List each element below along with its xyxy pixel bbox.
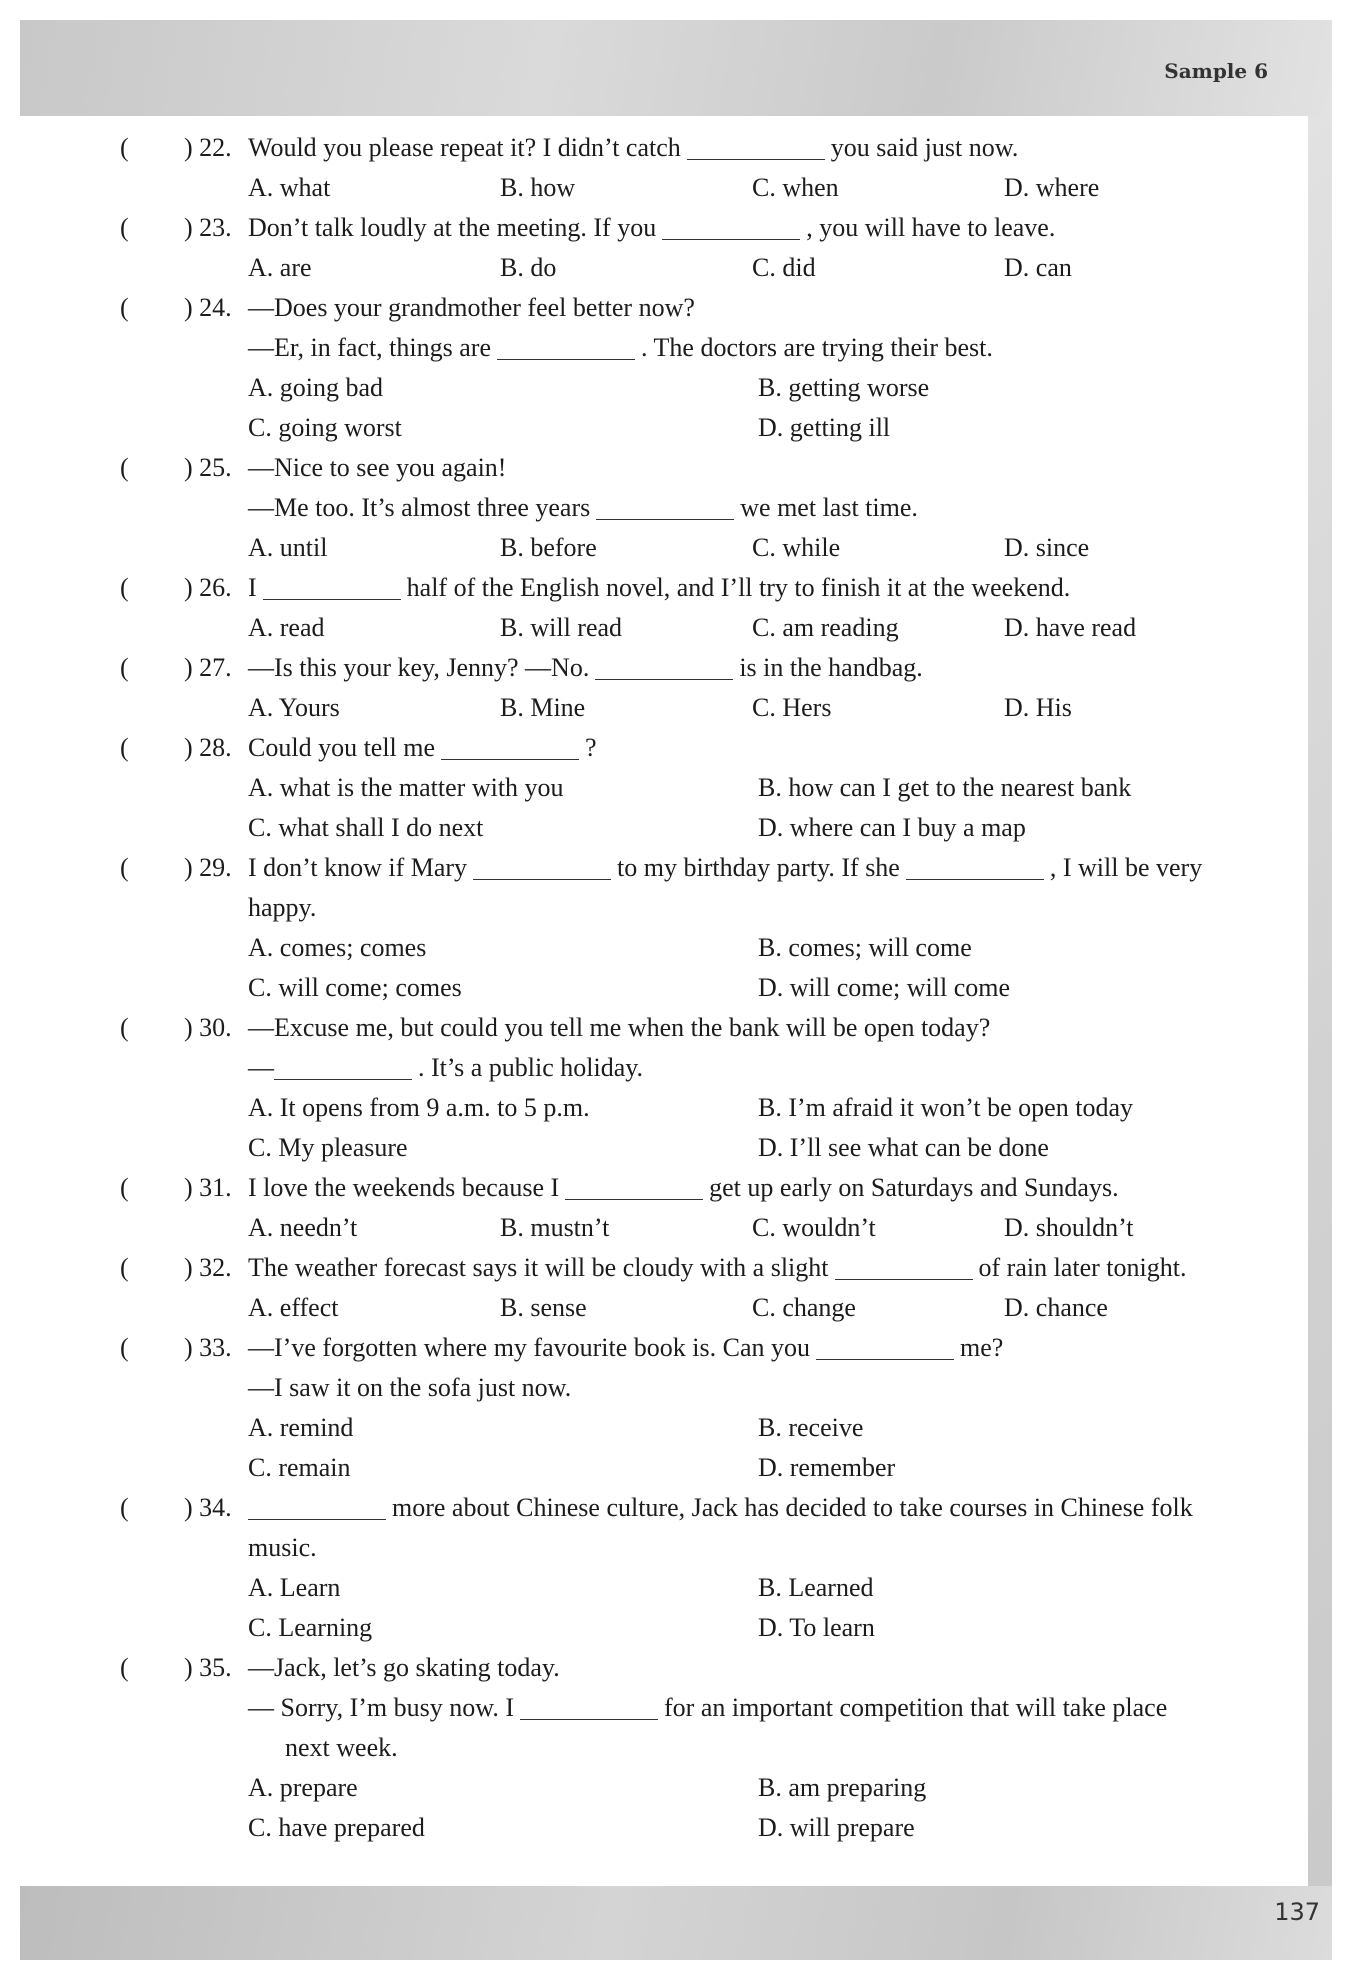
question-text: get up early on Saturdays and Sundays. [709,1173,1119,1202]
question-text: half of the English novel, and I’ll try to finish it at the weekend. [406,573,1071,602]
option-b[interactable]: B. how [500,173,576,202]
option-d[interactable]: D. shouldn’t [1004,1213,1134,1242]
option-c[interactable]: C. am reading [752,613,899,642]
question-30 [120,1008,1270,1168]
option-b[interactable]: B. Learned [758,1573,874,1602]
question-34 [120,1488,1270,1648]
answer-blank[interactable] [565,1173,703,1200]
option-d[interactable]: D. have read [1004,613,1137,642]
answer-blank[interactable] [520,1693,658,1720]
answer-bracket[interactable]: ( [120,1493,129,1522]
answer-blank[interactable] [263,573,401,600]
answer-bracket[interactable]: ( [120,1653,129,1682]
page-number: 137 [1274,1898,1320,1926]
sample-title: Sample 6 [1164,59,1268,83]
option-a[interactable]: A. Yours [248,693,340,722]
option-a[interactable]: A. going bad [248,373,384,402]
question-text: , I will be very [1049,853,1203,882]
question-text: happy. [248,893,317,922]
option-d[interactable]: D. chance [1004,1293,1108,1322]
option-a[interactable]: A. are [248,253,312,282]
option-a[interactable]: A. comes; comes [248,933,427,962]
answer-bracket[interactable]: ( [120,1013,129,1042]
answer-blank[interactable] [816,1333,954,1360]
answer-blank[interactable] [441,733,579,760]
option-b[interactable]: B. comes; will come [758,933,972,962]
answer-blank[interactable] [595,653,733,680]
option-c[interactable]: C. while [752,533,841,562]
question-text: —I saw it on the sofa just now. [248,1373,572,1402]
option-d[interactable]: D. To learn [758,1613,875,1642]
option-a[interactable]: A. effect [248,1293,339,1322]
option-c[interactable]: C. will come; comes [248,973,462,1002]
question-text: of rain later tonight. [978,1253,1187,1282]
question-26 [120,568,1270,648]
option-b[interactable]: B. receive [758,1413,864,1442]
question-number: ) 34. [184,1493,232,1522]
answer-bracket[interactable]: ( [120,733,129,762]
question-text: . The doctors are trying their best. [641,333,993,362]
option-d[interactable]: D. where can I buy a map [758,813,1026,842]
option-a[interactable]: A. read [248,613,325,642]
option-d[interactable]: D. can [1004,253,1072,282]
answer-bracket[interactable]: ( [120,1333,129,1362]
answer-blank[interactable] [473,853,611,880]
question-text: —Nice to see you again! [248,453,507,482]
answer-blank[interactable] [906,853,1044,880]
question-text: is in the handbag. [739,653,923,682]
question-23 [120,208,1270,288]
question-number: ) 29. [184,853,232,882]
option-d[interactable]: D. since [1004,533,1090,562]
question-text: we met last time. [740,493,918,522]
question-32 [120,1248,1270,1328]
option-d[interactable]: D. getting ill [758,413,891,442]
question-25 [120,448,1270,568]
option-c[interactable]: C. Learning [248,1613,373,1642]
option-d[interactable]: D. where [1004,173,1100,202]
option-b[interactable]: B. before [500,533,597,562]
answer-bracket[interactable]: ( [120,293,129,322]
answer-bracket[interactable]: ( [120,573,129,602]
answer-blank[interactable] [662,213,800,240]
question-number: ) 32. [184,1253,232,1282]
question-text: —Me too. It’s almost three years [248,493,591,522]
answer-bracket[interactable]: ( [120,133,129,162]
answer-bracket[interactable]: ( [120,453,129,482]
question-text: — Sorry, I’m busy now. I [248,1693,514,1722]
question-text: ? [585,733,597,762]
option-d[interactable]: D. remember [758,1453,896,1482]
question-text: Could you tell me [248,733,436,762]
option-d[interactable]: D. I’ll see what can be done [758,1133,1049,1162]
option-a[interactable]: A. what is the matter with you [248,773,564,802]
question-text: next week. [285,1733,398,1762]
question-text: to my birthday party. If she [617,853,900,882]
question-text: —Is this your key, Jenny? —No. [248,653,590,682]
option-c[interactable]: C. did [752,253,816,282]
option-c[interactable]: C. when [752,173,839,202]
answer-blank[interactable] [835,1253,973,1280]
question-22 [120,128,1270,208]
option-d[interactable]: D. will prepare [758,1813,915,1842]
option-a[interactable]: A. It opens from 9 a.m. to 5 p.m. [248,1093,590,1122]
header-band [20,20,1332,116]
answer-bracket[interactable]: ( [120,1253,129,1282]
option-a[interactable]: A. what [248,173,331,202]
option-c[interactable]: C. Hers [752,693,832,722]
question-text: Don’t talk loudly at the meeting. If you [248,213,657,242]
question-31 [120,1168,1270,1248]
question-text: —Excuse me, but could you tell me when the bank will be open today? [248,1013,991,1042]
question-text: Would you please repeat it? I didn’t catch [248,133,681,162]
question-text: me? [960,1333,1004,1362]
question-text: —Does your grandmother feel better now? [248,293,695,322]
question-number: ) 35. [184,1653,232,1682]
question-number: ) 28. [184,733,232,762]
answer-bracket[interactable]: ( [120,213,129,242]
option-c[interactable]: C. My pleasure [248,1133,408,1162]
question-list [120,128,1270,1848]
question-text: you said just now. [830,133,1019,162]
option-a[interactable]: A. prepare [248,1773,358,1802]
option-b[interactable]: B. will read [500,613,623,642]
answer-blank[interactable] [687,133,825,160]
answer-bracket[interactable]: ( [120,653,129,682]
option-b[interactable]: B. mustn’t [500,1213,610,1242]
question-number: ) 22. [184,133,232,162]
answer-blank[interactable] [596,493,734,520]
question-text: , you will have to leave. [806,213,1056,242]
option-b[interactable]: B. sense [500,1293,587,1322]
question-text: I love the weekends because I [248,1173,560,1202]
answer-blank[interactable] [248,1493,386,1520]
question-text: more about Chinese culture, Jack has decided to take courses in Chinese folk [392,1493,1193,1522]
question-28 [120,728,1270,848]
option-b[interactable]: B. I’m afraid it won’t be open today [758,1093,1133,1122]
question-text: for an important competition that will take place [664,1693,1168,1722]
option-a[interactable]: A. Learn [248,1573,341,1602]
option-a[interactable]: A. remind [248,1413,354,1442]
option-c[interactable]: C. change [752,1293,856,1322]
question-27 [120,648,1270,728]
question-text: —Er, in fact, things are [248,333,491,362]
footer-band [20,1886,1332,1960]
option-b[interactable]: B. getting worse [758,373,930,402]
option-c[interactable]: C. wouldn’t [752,1213,876,1242]
answer-bracket[interactable]: ( [120,853,129,882]
answer-blank[interactable] [497,333,635,360]
question-number: ) 24. [184,293,232,322]
question-number: ) 31. [184,1173,232,1202]
question-number: ) 26. [184,573,232,602]
option-c[interactable]: C. remain [248,1453,351,1482]
question-number: ) 30. [184,1013,232,1042]
option-b[interactable]: B. do [500,253,557,282]
option-b[interactable]: B. how can I get to the nearest bank [758,773,1132,802]
question-text: —I’ve forgotten where my favourite book is. Can you [248,1333,810,1362]
option-a[interactable]: A. until [248,533,328,562]
question-29 [120,848,1270,1008]
option-b[interactable]: B. am preparing [758,1773,927,1802]
question-number: ) 23. [184,213,232,242]
answer-bracket[interactable]: ( [120,1173,129,1202]
question-text: —Jack, let’s go skating today. [248,1653,560,1682]
option-d[interactable]: D. His [1004,693,1072,722]
option-a[interactable]: A. needn’t [248,1213,358,1242]
question-text: I don’t know if Mary [248,853,468,882]
question-text: The weather forecast says it will be cloudy with a slight [248,1253,829,1282]
question-35 [120,1648,1270,1848]
option-b[interactable]: B. Mine [500,693,586,722]
question-text: . It’s a public holiday. [418,1053,644,1082]
question-text: — [248,1053,274,1082]
question-text: I [248,573,257,602]
option-c[interactable]: C. what shall I do next [248,813,484,842]
option-c[interactable]: C. have prepared [248,1813,425,1842]
question-33 [120,1328,1270,1488]
question-number: ) 27. [184,653,232,682]
question-24 [120,288,1270,448]
option-c[interactable]: C. going worst [248,413,402,442]
question-text: music. [248,1533,317,1562]
answer-blank[interactable] [274,1053,412,1080]
option-d[interactable]: D. will come; will come [758,973,1011,1002]
question-number: ) 25. [184,453,232,482]
question-number: ) 33. [184,1333,232,1362]
